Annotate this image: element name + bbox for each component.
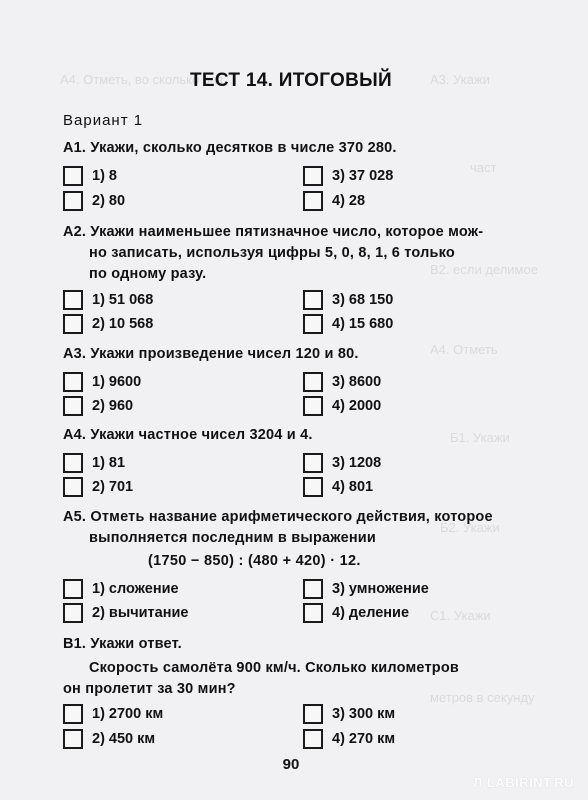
option-a2-2[interactable]: 2) 10 568 bbox=[63, 314, 153, 334]
checkbox[interactable] bbox=[303, 166, 323, 186]
option-b1-2[interactable]: 2) 450 км bbox=[63, 729, 155, 749]
option-a3-2[interactable]: 2) 960 bbox=[63, 396, 133, 416]
option-b1-3[interactable]: 3) 300 км bbox=[303, 704, 395, 724]
checkbox[interactable] bbox=[63, 603, 83, 623]
question-number: А2. bbox=[63, 224, 87, 240]
question-b1: В1. Укажи ответ. Скорость самолёта 900 км/ч. Сколько километров он пролетит за 30 мин? bbox=[63, 636, 460, 697]
checkbox[interactable] bbox=[63, 290, 83, 310]
checkbox[interactable] bbox=[63, 729, 83, 749]
checkbox[interactable] bbox=[63, 191, 83, 211]
checkbox[interactable] bbox=[63, 704, 83, 724]
option-a2-4[interactable]: 4) 15 680 bbox=[303, 314, 393, 334]
checkbox[interactable] bbox=[303, 372, 323, 392]
checkbox[interactable] bbox=[303, 290, 323, 310]
option-a1-2[interactable]: 2) 80 bbox=[63, 191, 125, 211]
checkbox[interactable] bbox=[303, 704, 323, 724]
option-b1-1[interactable]: 1) 2700 км bbox=[63, 704, 163, 724]
question-number: В1. bbox=[63, 636, 87, 652]
question-number: А4. bbox=[63, 427, 87, 443]
option-a4-4[interactable]: 4) 801 bbox=[303, 477, 373, 497]
option-a2-1[interactable]: 1) 51 068 bbox=[63, 290, 153, 310]
expression: (1750 − 850) : (480 + 420) · 12. bbox=[148, 553, 361, 569]
checkbox[interactable] bbox=[303, 579, 323, 599]
question-number: А1. bbox=[63, 140, 87, 156]
option-a4-1[interactable]: 1) 81 bbox=[63, 453, 125, 473]
checkbox[interactable] bbox=[63, 453, 83, 473]
option-a1-3[interactable]: 3) 37 028 bbox=[303, 166, 393, 186]
checkbox[interactable] bbox=[63, 314, 83, 334]
watermark: Л LABIRINT.RU bbox=[473, 775, 574, 790]
page-number: 90 bbox=[282, 756, 300, 773]
option-a1-1[interactable]: 1) 8 bbox=[63, 166, 117, 186]
option-a4-2[interactable]: 2) 701 bbox=[63, 477, 133, 497]
checkbox[interactable] bbox=[63, 372, 83, 392]
question-text: Укажи, сколько десятков в числе 370 280. bbox=[90, 140, 397, 156]
checkbox[interactable] bbox=[303, 477, 323, 497]
checkbox[interactable] bbox=[303, 453, 323, 473]
option-a5-3[interactable]: 3) умножение bbox=[303, 579, 429, 599]
option-a1-4[interactable]: 4) 28 bbox=[303, 191, 365, 211]
checkbox[interactable] bbox=[63, 477, 83, 497]
question-a1 bbox=[63, 138, 523, 159]
option-b1-4[interactable]: 4) 270 км bbox=[303, 729, 395, 749]
option-a5-1[interactable]: 1) сложение bbox=[63, 579, 179, 599]
checkbox[interactable] bbox=[303, 396, 323, 416]
test-title: ТЕСТ 14. ИТОГОВЫЙ bbox=[189, 70, 393, 91]
checkbox[interactable] bbox=[303, 314, 323, 334]
option-a5-4[interactable]: 4) деление bbox=[303, 603, 409, 623]
question-a3: А3. Укажи произведение чисел 120 и 80. bbox=[63, 346, 359, 362]
checkbox[interactable] bbox=[63, 396, 83, 416]
variant-label: Вариант 1 bbox=[63, 112, 144, 129]
checkbox[interactable] bbox=[303, 191, 323, 211]
question-a2: А2. Укажи наименьшее пятизначное число, которое мож- но записать, используя цифры 5, 0, 8, 1, 6 только по одному разу. bbox=[63, 224, 484, 282]
option-a3-3[interactable]: 3) 8600 bbox=[303, 372, 381, 392]
question-number: А5. bbox=[63, 509, 87, 525]
checkbox[interactable] bbox=[63, 166, 83, 186]
worksheet-page bbox=[56, 62, 526, 782]
question-a5: А5. Отметь название арифметического действия, которое выполняется последним в выражении bbox=[63, 509, 493, 546]
checkbox[interactable] bbox=[303, 603, 323, 623]
option-a3-4[interactable]: 4) 2000 bbox=[303, 396, 381, 416]
option-a5-2[interactable]: 2) вычитание bbox=[63, 603, 188, 623]
option-a4-3[interactable]: 3) 1208 bbox=[303, 453, 381, 473]
checkbox[interactable] bbox=[63, 579, 83, 599]
checkbox[interactable] bbox=[303, 729, 323, 749]
option-a2-3[interactable]: 3) 68 150 bbox=[303, 290, 393, 310]
question-number: А3. bbox=[63, 346, 87, 362]
option-a3-1[interactable]: 1) 9600 bbox=[63, 372, 141, 392]
question-a4: А4. Укажи частное чисел 3204 и 4. bbox=[63, 427, 313, 443]
